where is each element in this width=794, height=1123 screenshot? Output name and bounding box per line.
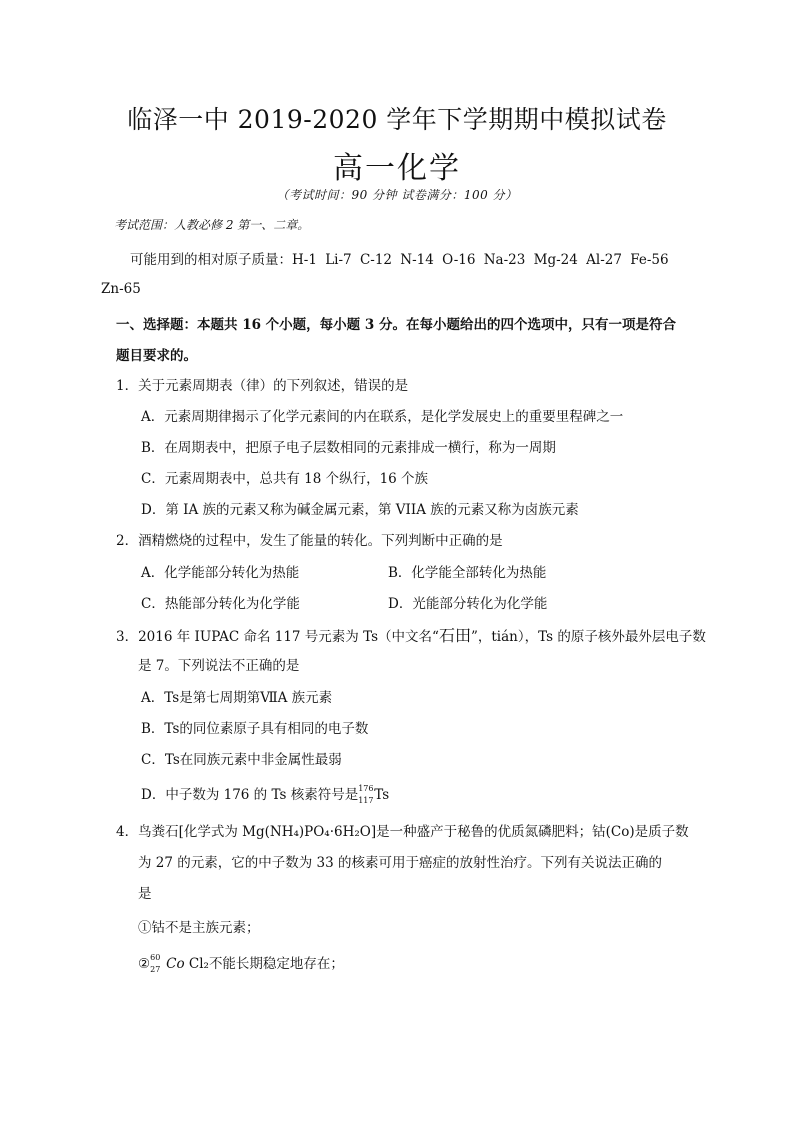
question-3-stem-continued: 是 7。下列说法不正确的是	[138, 658, 300, 674]
section-heading: 一、选择题：本题共 16 个小题，每小题 3 分。在每小题给出的四个选项中，只有一项是符合	[116, 317, 676, 333]
question-3-stem-start: 3．2016 年 IUPAC 命名 117 号元素为 Ts（中文名“	[116, 629, 439, 645]
question-1-stem: 1．关于元素周期表（律）的下列叙述，错误的是	[116, 378, 409, 394]
atomic-masses: 可能用到的相对原子质量：H-1 Li-7 C-12 N-14 O-16 Na-23 Mg-24 Al-27 Fe-56	[130, 252, 669, 268]
question-3-option-a: A．Ts是第七周期第ⅦA 族元素	[141, 690, 333, 706]
question-4-item-1: ①钴不是主族元素；	[138, 920, 260, 936]
question-1-option-d: D．第 IA 族的元素又称为碱金属元素，第 VIIA 族的元素又称为卤族元素	[141, 502, 579, 518]
question-3-option-c: C．Ts在同族元素中非金属性最弱	[141, 752, 342, 768]
question-3-option-d-text: D．中子数为 176 的 Ts 核素符号是	[141, 787, 359, 803]
exam-info: （考试时间：90 分钟 试卷满分：100 分）	[276, 188, 518, 202]
question-2-stem: 2．酒精燃烧的过程中，发生了能量的转化。下列判断中正确的是	[116, 533, 503, 549]
question-1-option-b: B．在周期表中，把原子电子层数相同的元素排成一横行，称为一周期	[141, 440, 556, 456]
question-3-stem-end: ”，tián），Ts 的原子核外最外层电子数	[470, 629, 706, 645]
question-2-option-b: B．化学能全部转化为热能	[388, 565, 547, 581]
question-4-stem-line2: 为 27 的元素，它的中子数为 33 的核素可用于癌症的放射性治疗。下列有关说法正确的	[138, 855, 663, 871]
question-2-option-d: D．光能部分转化为化学能	[388, 596, 548, 612]
question-4-item-2	[138, 952, 344, 973]
question-2-option-a: A．化学能部分转化为热能	[141, 565, 300, 581]
exam-scope: 考试范围：人教必修 2 第一、二章。	[114, 218, 310, 232]
atomic-masses-continued: Zn-65	[101, 281, 141, 297]
cobalt-atomic-number: 27	[150, 964, 161, 974]
section-heading-continued: 题目要求的。	[116, 348, 197, 364]
cobalt-symbol: Co	[166, 956, 185, 972]
mass-number: 176	[358, 783, 374, 793]
cobalt-mass-number: 60	[150, 952, 161, 962]
question-3-element-char: 石田	[438, 626, 471, 645]
question-2-option-c: C．热能部分转化为化学能	[141, 596, 300, 612]
page-title: 临泽一中 2019-2020 学年下学期期中模拟试卷	[127, 105, 667, 134]
nuclide-symbol	[358, 783, 374, 805]
subject-title: 高一化学	[333, 151, 461, 186]
chloride-formula: Cl₂	[184, 956, 209, 972]
question-3-stem	[116, 623, 706, 646]
question-3-option-b: B．Ts的同位素原子具有相同的电子数	[141, 721, 369, 737]
question-4-stem-line3: 是	[138, 886, 152, 902]
question-1-option-a: A．元素周期律揭示了化学元素间的内在联系，是化学发展史上的重要里程碑之一	[141, 409, 624, 425]
element-symbol: Ts	[374, 787, 390, 803]
atomic-number: 117	[358, 795, 374, 805]
question-3-option-d	[141, 783, 389, 804]
question-4-stem: 4．鸟粪石[化学式为 Mg(NH₄)PO₄·6H₂O]是一种盛产于秘鲁的优质氮磷肥料；钴(Co)是质子数	[116, 824, 689, 840]
item-2-text: 不能长期稳定地存在；	[208, 956, 344, 972]
item-2-marker: ②	[138, 956, 151, 972]
question-1-option-c: C．元素周期表中，总共有 18 个纵行，16 个族	[141, 471, 429, 487]
cobalt-nuclide	[150, 952, 166, 974]
